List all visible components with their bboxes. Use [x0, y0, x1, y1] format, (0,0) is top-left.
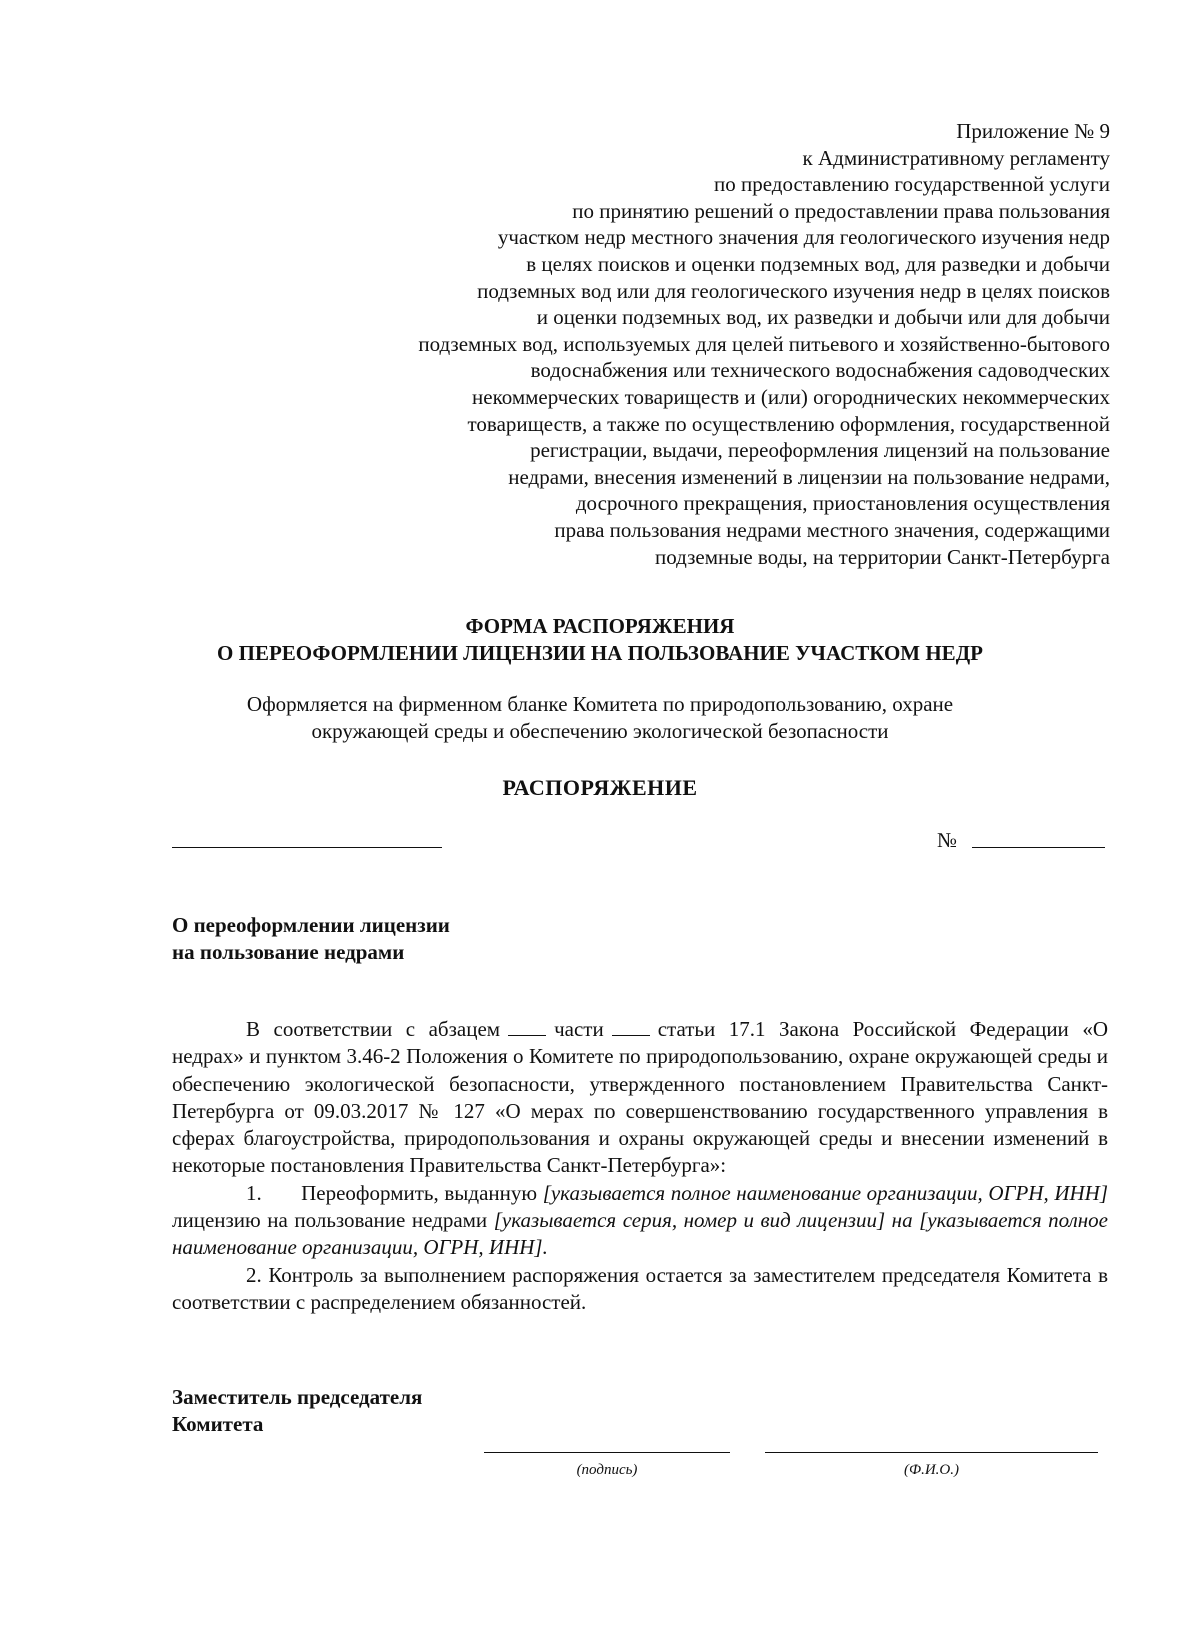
form-title-line: ФОРМА РАСПОРЯЖЕНИЯ: [465, 614, 735, 638]
subject-line: на пользование недрами: [172, 940, 405, 964]
appendix-line: регистрации, выдачи, переоформления лицензий на пользование: [530, 438, 1110, 463]
name-line: [765, 1452, 1098, 1453]
appendix-line: некоммерческих товариществ и (или) огороднических некоммерческих: [472, 384, 1110, 409]
appendix-header: [250, 118, 1110, 570]
clause-1-placeholder-org: [указывается полное наименование организации, ОГРН, ИНН]: [542, 1180, 1108, 1205]
appendix-line: в целях поисков и оценки подземных вод, для разведки и добычи: [526, 251, 1110, 276]
signature-caption: (подпись): [576, 1462, 638, 1478]
clause-2-paragraph: 2. Контроль за выполнением распоряжения остается за заместителем председателя Комитета в соответствии с распределением обязанностей.: [172, 1262, 1108, 1314]
paragraph-blank: [508, 1017, 546, 1036]
clause-1-text-b: лицензию на пользование недрами: [172, 1208, 488, 1233]
appendix-line: по принятию решений о предоставлении права пользования: [572, 198, 1110, 223]
appendix-line: подземных вод, используемых для целей питьевого и хозяйственно-бытового: [418, 331, 1110, 356]
clause-1-number: 1.: [246, 1180, 262, 1205]
signature-line: [484, 1452, 730, 1453]
appendix-line: и оценки подземных вод, их разведки и добычи или для добычи: [536, 305, 1110, 330]
signer-line: Комитета: [172, 1412, 264, 1436]
name-caption: (Ф.И.О.): [904, 1462, 959, 1478]
preamble-paragraph: [172, 1016, 1108, 1180]
appendix-line: подземных вод или для геологического изучения недр в целях поисков: [477, 278, 1110, 303]
part-blank: [612, 1017, 650, 1036]
appendix-line: по предоставлению государственной услуги: [714, 172, 1110, 197]
subject-line: О переоформлении лицензии: [172, 913, 450, 937]
date-blank-line: [172, 847, 442, 848]
number-blank-line: [972, 847, 1105, 848]
preamble-text-a: В соответствии с абзацем: [246, 1017, 501, 1041]
subject-heading: [172, 912, 450, 966]
clause-1-paragraph: [172, 1180, 1108, 1262]
preamble-text-c: статьи 17.1 Закона Российской Федерации «О недрах» и пунктом 3.46-2 Положения о Комитете по природопользованию, охране окружающей среды и обеспечению экологической безопасности, утвержденного постановлением Правительства Санкт-Петербурга от 09.03.2017 № 127 «О мерах по совершенствованию государственного управления в сферах благоустройства, природопользования и охраны окружающей среды и внесении изменений в некоторые постановления Правительства Санкт-Петербурга»:: [172, 1017, 1108, 1178]
appendix-line: права пользования недрами местного значения, содержащими: [554, 517, 1110, 542]
appendix-line: недрами, внесения изменений в лицензии на пользование недрами,: [508, 464, 1110, 489]
form-title: [0, 613, 1200, 667]
subtitle-line: окружающей среды и обеспечению экологической безопасности: [311, 719, 889, 743]
appendix-line: Приложение № 9: [956, 119, 1110, 143]
appendix-line: водоснабжения или технического водоснабжения садоводческих: [530, 358, 1110, 383]
number-label: №: [937, 828, 958, 852]
signer-line: Заместитель председателя: [172, 1385, 423, 1409]
body-text: [172, 1016, 1108, 1316]
appendix-line: к Административному регламенту: [802, 145, 1110, 170]
preamble-text-b: части: [554, 1017, 604, 1041]
document-heading: РАСПОРЯЖЕНИЕ: [502, 775, 698, 800]
appendix-line: подземные воды, на территории Санкт-Петербурга: [655, 544, 1110, 569]
appendix-line: участком недр местного значения для геологического изучения недр: [497, 225, 1110, 250]
appendix-line: досрочного прекращения, приостановления осуществления: [575, 491, 1110, 516]
clause-1-placeholder-license: [указывается серия, номер и вид лицензии] на [указывается полное наименование организации, ОГРН, ИНН].: [172, 1208, 1108, 1260]
signer-title: [172, 1384, 422, 1438]
form-title-line: О ПЕРЕОФОРМЛЕНИИ ЛИЦЕНЗИИ НА ПОЛЬЗОВАНИЕ УЧАСТКОМ НЕДР: [217, 641, 983, 665]
form-subtitle: [0, 691, 1200, 745]
subtitle-line: Оформляется на фирменном бланке Комитета по природопользованию, охране: [246, 692, 954, 716]
clause-1-text-a: Переоформить, выданную: [301, 1180, 538, 1205]
appendix-line: товариществ, а также по осуществлению оформления, государственной: [467, 411, 1110, 436]
